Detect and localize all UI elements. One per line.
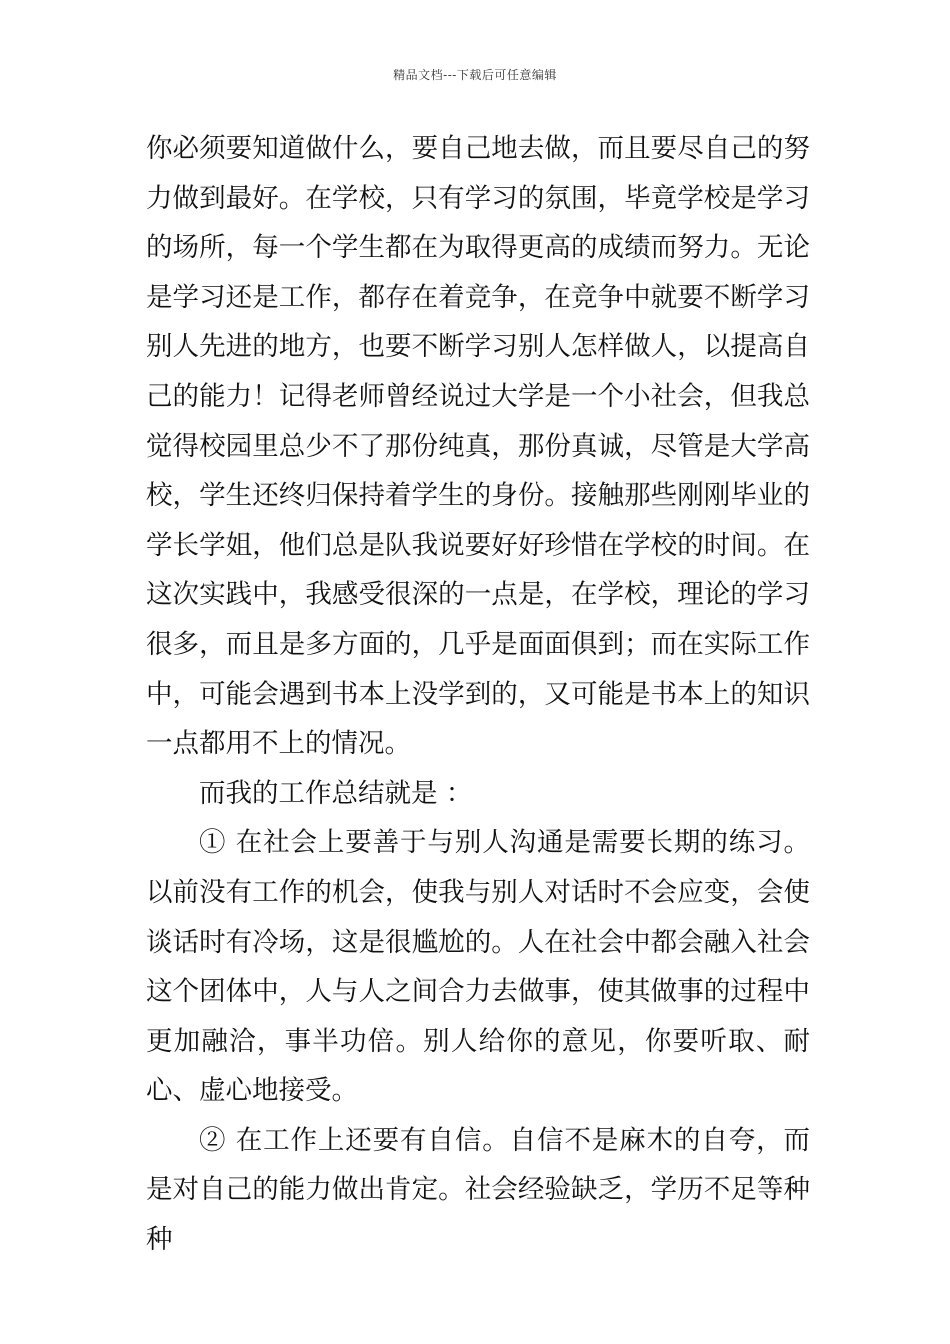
document-body	[146, 124, 810, 1265]
page-header: 精品文档---下载后可任意编辑	[393, 68, 557, 82]
paragraph-summary-intro: 而我的工作总结就是 ：	[199, 777, 473, 809]
paragraph-point-1: ① 在社会上要善于与别人沟通是需要长期的练习。以前没有工作的机会，使我与别人对话时不会应变，会使谈话时有冷场，这是很尴尬的。人在社会中都会融入社会这个团体中，人与人之间合力去做事，使其做事的过程中更加融洽，事半功倍。别人给你的意见，你要听取、耐心、虚心地接受。	[146, 827, 810, 1107]
paragraph-continuation: 你必须要知道做什么，要自己地去做，而且要尽自己的努力做到最好。在学校，只有学习的氛围，毕竟学校是学习的场所，每一个学生都在为取得更高的成绩而努力。无论是学习还是工作，都存在着竞争，在竞争中就要不断学习别人先进的地方，也要不断学习别人怎样做人，以提高自己的能力！记得老师曾经说过大学是一个小社会，但我总觉得校园里总少不了那份纯真，那份真诚，尽管是大学高校，学生还终归保持着学生的身份。接触那些刚刚毕业的学长学姐，他们总是队我说要好好珍惜在学校的时间。在这次实践中，我感受很深的一点是，在学校，理论的学习很多，而且是多方面的，几乎是面面俱到；而在实际工作中，可能会遇到书本上没学到的，又可能是书本上的知识一点都用不上的情况。	[146, 133, 810, 760]
paragraph-point-2: ② 在工作上还要有自信。自信不是麻木的自夸，而是对自己的能力做出肯定。社会经验缺乏，学历不足等种种	[146, 1124, 810, 1256]
